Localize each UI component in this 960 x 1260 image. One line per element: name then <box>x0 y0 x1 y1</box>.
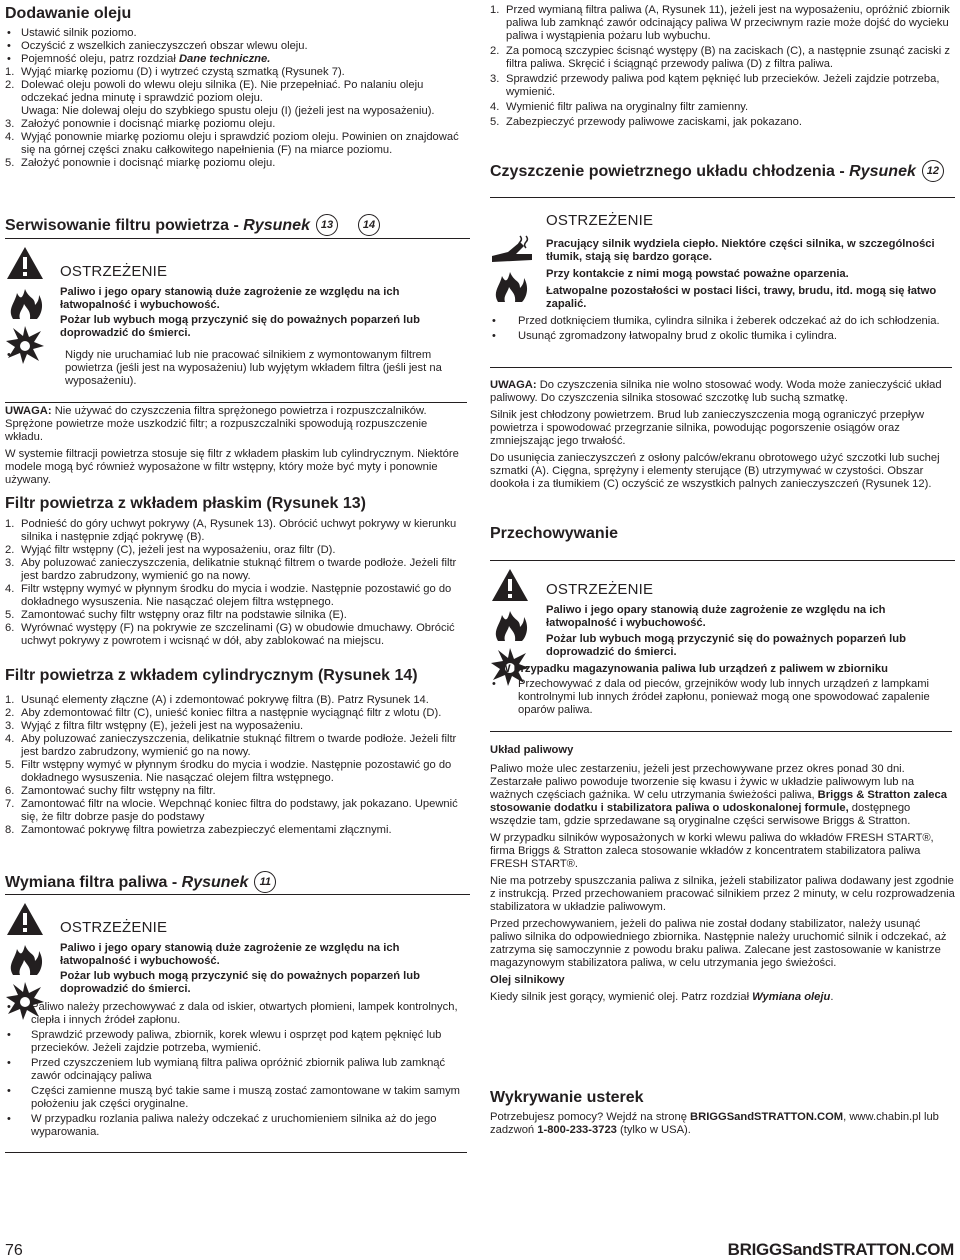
figure-ref: 11 <box>254 871 276 893</box>
subsection-title: Układ paliwowy <box>490 744 574 756</box>
list-item: 3. Wyjąć z filtra filtr wstępny (E), jeżeli jest na wyposażeniu. <box>5 720 304 732</box>
warning-box <box>5 894 470 1145</box>
section-title: Dodawanie oleju <box>5 5 132 22</box>
warning-triangle-icon <box>490 567 530 603</box>
section-air-notes <box>5 405 467 487</box>
list-item: • Ustawić silnik poziomo. <box>5 27 470 40</box>
paragraph: Kiedy silnik jest gorący, wymienić olej. Patrz rozdział Wymiana oleju. <box>490 991 834 1003</box>
warning-box <box>490 560 955 731</box>
list-item: • W przypadku rozlania paliwa należy odczekać z uruchomieniem silnika aż do jego wyparowania. <box>5 1113 465 1139</box>
warning-title: OSTRZEŻENIE <box>546 212 654 229</box>
list-item: 3. Aby poluzować zanieczyszczenia, delikatnie stuknąć filtrem o twarde podłoże. Jeżeli filtr jest bardzo zabrudzony, wymienić go na nowy. <box>5 557 457 582</box>
list-item: Uwaga: Nie dolewaj oleju do szybkiego spustu oleju (I) (jeżeli jest na wyposażeniu). <box>21 105 435 117</box>
list-item: • Nigdy nie uruchamiać lub nie pracować silnikiem z wymontowanym filtrem powietrza (jeśli jest na wyposażeniu) lub wyjętym wkładem filtra (jeśli jest na wyposażeniu). <box>5 349 460 388</box>
warning-title: OSTRZEŻENIE <box>60 263 168 280</box>
section-title: Filtr powietrza z wkładem cylindrycznym (Rysunek 14) <box>5 667 418 684</box>
section-fuel-filter <box>5 871 470 893</box>
website-link[interactable]: BRIGGSandSTRATTON.COM <box>690 1111 844 1123</box>
brand-url: BRIGGSandSTRATTON.COM <box>727 1240 954 1259</box>
warning-box <box>490 197 955 364</box>
list-item: • Przechowywać z dala od pieców, grzejników wody lub innych urządzeń z lampkami kontrolnymi lub innych źródeł zapłonu, ponieważ mogą one spowodować zapalenie oparów paliwa. <box>490 678 950 717</box>
section-title: Wykrywanie usterek <box>490 1089 644 1106</box>
section-cooling <box>490 160 955 182</box>
paragraph: Przed przechowywaniem, jeżeli do paliwa nie został dodany stabilizator, należy usunąć paliwo silnika do odpowiedniego zbiornika. Następnie należy uruchomić silnik i odczekać, aż zatrzyma się samoczynnie z powodu braku paliwa. Zalecane jest zastosowanie w kanistrze magazynowym stabilizatora paliwa, w celu utrzymania jego świeżości. <box>490 918 947 969</box>
list-item: 5. Zabezpieczyć przewody paliwowe zaciskami, jak pokazano. <box>490 116 802 128</box>
section-title: Serwisowanie filtru powietrza - Rysunek 13 14 <box>5 214 470 236</box>
section-title: Czyszczenie powietrznego układu chłodzenia - Rysunek 12 <box>490 160 955 182</box>
list-item: 4. Filtr wstępny wymyć w płynnym środku do mycia i wodzie. Następnie pozostawić go do dokładnego wysuszenia. Nie nasączać olejem filtra wstępnego. <box>5 583 452 608</box>
warning-text: Paliwo i jego opary stanowią duże zagrożenie ze względu na ich łatwopalność i wybuchowość. <box>60 942 400 967</box>
section-title: Wymiana filtra paliwa - Rysunek 11 <box>5 871 470 893</box>
list-item: 5. Filtr wstępny wymyć w płynnym środku do mycia i wodzie. Następnie pozostawić go do dokładnego wysuszenia. Nie nasączać olejem filtra wstępnego. <box>5 759 452 784</box>
list-item: • Usunąć zgromadzony łatwopalny brud z okolic tłumika i cylindra. <box>490 330 950 343</box>
section-oil-add <box>5 4 470 170</box>
list-item: • Sprawdzić przewody paliwa, zbiornik, korek wlewu i osprzęt pod kątem pęknięć lub przecieków. Jeżeli zajdzie potrzeba, wymienić. <box>5 1029 465 1055</box>
list-item: 2. Za pomocą szczypiec ścisnąć występy (B) na zaciskach (C), a następnie zsunąć zaciski z filtra paliwa. Skręcić i ściągnąć przewody paliwa (D) z filtra paliwa. <box>490 45 950 70</box>
paragraph: Silnik jest chłodzony powietrzem. Brud lub zanieczyszczenia mogą ograniczyć przepływ powietrza i spowodować przegrzanie silnika, powodując pogorszenie osiągów oraz zmniejszając jego trwałość. <box>490 409 925 447</box>
note-text: UWAGA: Do czyszczenia silnika nie wolno stosować wody. Woda może zanieczyścić układ paliwowy. Do czyszczenia silnika stosować szczotkę lub suchą szmatkę. <box>490 379 942 404</box>
paragraph: W przypadku silników wyposażonych w korki wlewu paliwa do wkładów FRESH START®, firma Briggs & Stratton zaleca stosowanie wkładów z koncentratem stabilizatora paliwa FRESH START®. <box>490 832 934 870</box>
warning-text: Przy kontakcie z nimi mogą powstać poważne oparzenia. <box>546 268 849 280</box>
warning-icons <box>490 234 536 304</box>
page-number: 76 <box>5 1242 23 1259</box>
bullet-list <box>5 1001 465 1139</box>
bullet-list <box>490 315 950 343</box>
fire-icon <box>490 607 530 643</box>
list-item: • Pojemność oleju, patrz rozdział Dane techniczne. <box>5 53 470 66</box>
warning-triangle-icon <box>5 901 45 937</box>
section-title: Przechowywanie <box>490 525 619 542</box>
list-item: 6. Wyrównać występy (F) na pokrywie ze szczelinami (G) w obudowie dmuchawy. Obrócić uchwyt pokrywy z powrotem i wcisnąć w dół, aby zablokować na miejscu. <box>5 622 455 647</box>
fire-icon <box>490 268 530 304</box>
hot-surface-icon <box>490 234 534 264</box>
steps-list <box>5 518 470 648</box>
warning-text: Pożar lub wybuch mogą przyczynić się do poważnych poparzeń lub doprowadzić do śmierci. <box>60 970 420 995</box>
divider <box>5 402 467 403</box>
subsection-title: Olej silnikowy <box>490 974 565 986</box>
section-troubleshooting <box>490 1088 955 1137</box>
warning-subtitle: W przypadku magazynowania paliwa lub urządzeń z paliwem w zbiorniku <box>500 663 888 675</box>
list-item: • Przed dotknięciem tłumika, cylindra silnika i żeberek odczekać aż do ich schłodzenia. <box>490 315 950 328</box>
list-item: 1. Przed wymianą filtra paliwa (A, Rysunek 11), jeżeli jest na wyposażeniu, opróżnić zbiornik paliwa lub zamknąć zawór odcinający paliwa W przeciwnym razie może dojść do wycieku paliwa i wystąpienia pożaru lub wybuchu. <box>490 4 950 42</box>
list-item: • Przed czyszczeniem lub wymianą filtra paliwa opróżnić zbiornik paliwa lub zamknąć zawór odcinający paliwa <box>5 1057 465 1083</box>
list-item: 8. Zamontować pokrywę filtra powietrza zabezpieczyć elementami złącznymi. <box>5 824 392 836</box>
paragraph: Do usunięcia zanieczyszczeń z osłony palców/ekranu obrotowego użyć szczotki lub suchej szmatki (A). Cięgna, sprężyny i elementy sterujące (B) utrzymywać w czystości. Obszar dookoła i za tłumikiem (C) oczyścić ze wszystkich palnych zanieczyszczeń (Rysunek 12). <box>490 452 940 490</box>
list-item: 4. Wyjąć ponownie miarkę poziomu oleju i sprawdzić poziom oleju. Powinien on znajdować się na górnej części znaku całkowitego napełnienia (F) na miarce poziomu. <box>5 131 459 156</box>
list-item: 4. Wymienić filtr paliwa na oryginalny filtr zamienny. <box>490 101 749 113</box>
section-title: Filtr powietrza z wkładem płaskim (Rysunek 13) <box>5 495 366 512</box>
paragraph: Potrzebujesz pomocy? Wejdź na stronę BRIGGSandSTRATTON.COM, www.chabin.pl lub zadzwoń 1-800-233-3723 (tylko w USA). <box>490 1111 939 1136</box>
section-air-filter <box>5 214 470 236</box>
warning-text: Paliwo i jego opary stanowią duże zagrożenie ze względu na ich łatwopalność i wybuchowość. <box>546 604 886 629</box>
list-item: • Oczyścić z wszelkich zanieczyszczeń obszar wlewu oleju. <box>5 40 470 53</box>
section-cyl-filter <box>5 666 470 837</box>
steps-list <box>5 66 470 170</box>
section-fuel-system <box>490 744 955 1004</box>
list-item: 6. Zamontować suchy filtr wstępny na filtr. <box>5 785 216 797</box>
list-item: • Części zamienne muszą być takie same i muszą zostać zamontowane w takim samym położeniu jak części oryginalne. <box>5 1085 465 1111</box>
fire-icon <box>5 285 45 321</box>
divider <box>5 1152 467 1153</box>
bullet-list <box>490 678 950 717</box>
warning-text: Łatwopalne pozostałości w postaci liści, trawy, brudu, itd. mogą się łatwo zapalić. <box>546 285 937 310</box>
warning-title: OSTRZEŻENIE <box>546 581 654 598</box>
warning-text: Pracujący silnik wydziela ciepło. Niektóre części silnika, w szczególności tłumik, stają się bardzo gorące. <box>546 238 935 263</box>
list-item: 3. Sprawdzić przewody paliwa pod kątem pęknięć lub przecieków. Jeżeli zajdzie potrzeba, wymienić. <box>490 73 940 98</box>
section-flat-filter <box>5 494 470 648</box>
list-item: 5. Zamontować suchy filtr wstępny oraz filtr na podstawie silnika (E). <box>5 609 347 621</box>
list-item: 5. Założyć ponownie i docisnąć miarkę poziomu oleju. <box>5 157 276 169</box>
warning-icons <box>5 245 51 365</box>
steps-list <box>490 4 955 129</box>
divider <box>490 731 952 732</box>
list-item: 2. Dolewać oleju powoli do wlewu oleju silnika (E). Nie przepełniać. Po nalaniu oleju odczekać jedna minutę i sprawdzić poziom oleju. <box>5 79 424 104</box>
fire-icon <box>5 941 45 977</box>
list-item: 2. Aby zdemontować filtr (C), unieść koniec filtra a następnie wyciągnąć filtr z wlotu (D). <box>5 707 442 719</box>
paragraph: Paliwo może ulec zestarzeniu, jeżeli jest przechowywane przez okres ponad 30 dni. Zestarzałe paliwo powoduje tworzenie się kwasu i żywic w układzie paliwowym lub na ważnych częściach gaźnika. W celu utrzymania świeżości paliwa, Briggs & Stratton zaleca stosowanie dodatku i stabilizatora paliwa o udoskonalonej formule, dostępnego wszędzie tam, gdzie sprzedawane są oryginalne części serwisowe Briggs & Stratton. <box>490 763 947 827</box>
list-item: 1. Usunąć elementy złączne (A) i zdemontować pokrywę filtra (B). Patrz Rysunek 14. <box>5 694 429 706</box>
list-item: 2. Wyjąć filtr wstępny (C), jeżeli jest na wyposażeniu, oraz filtr (D). <box>5 544 336 556</box>
warning-box <box>5 238 470 389</box>
warning-text: Pożar lub wybuch mogą przyczynić się do poważnych poparzeń lub doprowadzić do śmierci. <box>60 314 420 339</box>
list-item: 7. Zamontować filtr na wlocie. Wepchnąć koniec filtra do podstawy, jak pokazano. Upewnić się, że filtr dobrze pasje do podstawy <box>5 798 458 823</box>
figure-ref: 12 <box>922 160 944 182</box>
warning-text: Pożar lub wybuch mogą przyczynić się do poważnych poparzeń lub doprowadzić do śmierci. <box>546 633 906 658</box>
list-item: 3. Założyć ponownie i docisnąć miarkę poziomu oleju. <box>5 118 276 130</box>
note-text: UWAGA: Nie używać do czyszczenia filtra sprężonego powietrza i rozpuszczalników. Sprężone powietrze może uszkodzić filtr; a rozpuszczalniki spowodują rozpuszczenie wkładu. <box>5 405 428 443</box>
section-storage <box>490 524 955 543</box>
warning-text: Paliwo i jego opary stanowią duże zagrożenie ze względu na ich łatwopalność i wybuchowość. <box>60 286 400 311</box>
figure-ref: 14 <box>358 214 380 236</box>
paragraph: Nie ma potrzeby spuszczania paliwa z silnika, jeżeli stabilizator paliwa dodawany jest zgodnie z instrukcją. Przed przechowaniem pracować silnikiem przez 2 minuty, w celu rozprowadzenia stabilizatora w układzie paliwowym. <box>490 875 955 913</box>
list-item: • Paliwo należy przechowywać z dala od iskier, otwartych płomieni, lampek kontrolnych, ciepła i innych źródeł zapłonu. <box>5 1001 465 1027</box>
section-cooling-text <box>490 379 955 491</box>
figure-ref: 13 <box>316 214 338 236</box>
bullet-list <box>5 27 470 66</box>
list-item: 4. Aby poluzować zanieczyszczenia, delikatnie stuknąć filtrem o twarde podłoże. Jeżeli filtr jest bardzo zabrudzony, wymienić go na nowy. <box>5 733 457 758</box>
phone-number[interactable]: 1-800-233-3723 <box>537 1124 617 1136</box>
steps-list <box>5 694 470 837</box>
warning-title: OSTRZEŻENIE <box>60 919 168 936</box>
list-item: 1. Wyjąć miarkę poziomu (D) i wytrzeć czystą szmatką (Rysunek 7). <box>5 66 345 78</box>
list-item: 1. Podnieść do góry uchwyt pokrywy (A, Rysunek 13). Obrócić uchwyt pokrywy w kierunku silnika i następnie zdjąć pokrywę (B). <box>5 518 457 543</box>
warning-triangle-icon <box>5 245 45 281</box>
bullet-list <box>5 349 460 388</box>
divider <box>490 367 952 368</box>
paragraph: W systemie filtracji powietrza stosuje się filtr z wkładem płaskim lub cylindrycznym. Niektóre modele mogą być również wyposażone w filtr wstępny, który może być myty i ponownie używany. <box>5 448 459 486</box>
